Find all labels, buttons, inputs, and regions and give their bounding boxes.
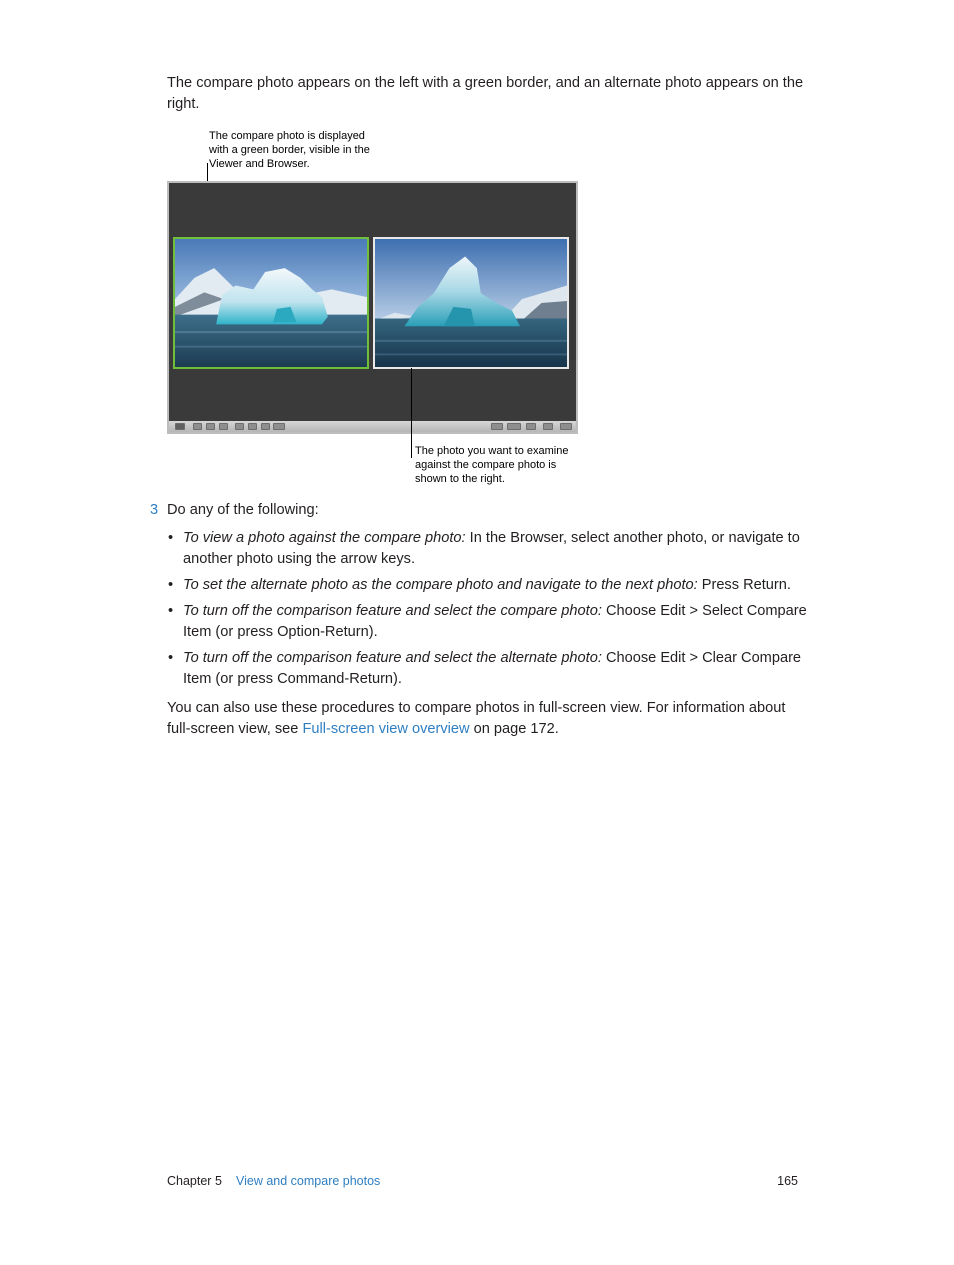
callout-leader-line bbox=[411, 368, 412, 458]
aperture-viewer-screenshot bbox=[167, 181, 578, 434]
viewer-pane bbox=[169, 183, 576, 421]
callout-compare-photo: The compare photo is displayed with a green border, visible in the Viewer and Browser. bbox=[209, 130, 370, 170]
list-item bbox=[167, 575, 807, 596]
item-lead: To turn off the comparison feature and select the alternate photo: bbox=[183, 650, 602, 666]
straighten-tool-button[interactable] bbox=[235, 423, 244, 430]
metadata-overlay-button[interactable] bbox=[526, 423, 536, 430]
item-text: Choose Edit > Select Compare Item (or press Option-Return). bbox=[183, 603, 807, 640]
view-mode-button[interactable] bbox=[491, 423, 503, 430]
viewer-toolbar bbox=[169, 421, 576, 432]
lift-tool-button[interactable] bbox=[219, 423, 228, 430]
crop-tool-button[interactable] bbox=[248, 423, 257, 430]
item-lead: To turn off the comparison feature and select the compare photo: bbox=[183, 603, 602, 619]
compare-photo[interactable] bbox=[173, 237, 369, 369]
item-lead: To set the alternate photo as the compare photo and navigate to the next photo: bbox=[183, 577, 698, 593]
iceberg-image bbox=[375, 239, 567, 367]
footer-chapter: Chapter 5 bbox=[167, 1174, 222, 1188]
iceberg-image bbox=[175, 239, 367, 367]
step-label: Do any of the following: bbox=[167, 502, 319, 518]
selection-tool-button[interactable] bbox=[175, 423, 185, 430]
item-lead: To view a photo against the compare photo: bbox=[183, 530, 466, 546]
brush-tool-button[interactable] bbox=[273, 423, 285, 430]
step-number: 3 bbox=[150, 502, 159, 518]
bullet: • bbox=[168, 650, 174, 666]
rotate-tool-button[interactable] bbox=[193, 423, 202, 430]
closing-text: You can also use these procedures to compare photos in full-screen view. For information about full-screen view, see bbox=[167, 700, 786, 737]
callout-alternate-photo: The photo you want to examine against the compare photo is shown to the right. bbox=[415, 445, 569, 485]
list-item bbox=[167, 648, 807, 690]
split-view-button[interactable] bbox=[543, 423, 553, 430]
stamp-tool-button[interactable] bbox=[206, 423, 215, 430]
item-text: Choose Edit > Clear Compare Item (or press Command-Return). bbox=[183, 650, 802, 687]
display-mode-button[interactable] bbox=[507, 423, 521, 430]
page-number: 165 bbox=[777, 1174, 798, 1188]
closing-paragraph bbox=[167, 698, 807, 740]
list-item bbox=[167, 601, 807, 643]
item-text: In the Browser, select another photo, or navigate to another photo using the arrow keys. bbox=[183, 530, 800, 567]
fullscreen-button[interactable] bbox=[560, 423, 572, 430]
footer-chapter-link[interactable]: View and compare photos bbox=[236, 1174, 381, 1188]
intro-paragraph: The compare photo appears on the left with a green border, and an alternate photo appears on the right. bbox=[167, 75, 804, 112]
item-text: Press Return. bbox=[697, 577, 791, 593]
bullet: • bbox=[168, 577, 174, 593]
eye-icon[interactable] bbox=[261, 423, 270, 430]
list-item bbox=[167, 528, 807, 570]
options-list bbox=[167, 528, 807, 695]
closing-text-end: on page 172. bbox=[469, 721, 559, 737]
bullet: • bbox=[168, 530, 174, 546]
alternate-photo[interactable] bbox=[373, 237, 569, 369]
full-screen-view-link[interactable]: Full-screen view overview bbox=[302, 721, 470, 737]
bullet: • bbox=[168, 603, 174, 619]
